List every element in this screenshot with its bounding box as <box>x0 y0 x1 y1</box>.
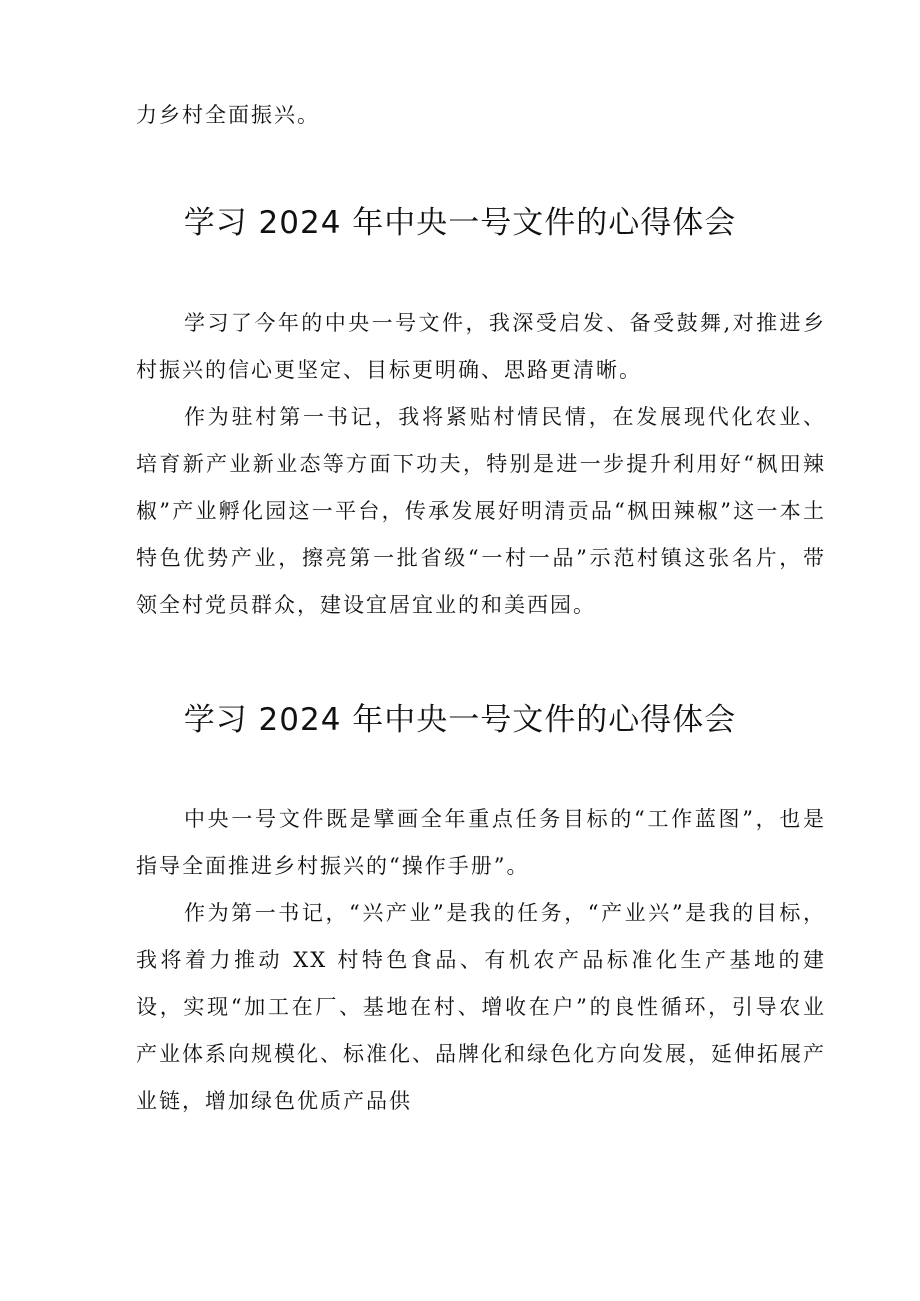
section-1-paragraph-2: 作为驻村第一书记，我将紧贴村情民情，在发展现代化农业、培育新产业新业态等方面下功夫，特别是进一步提升利用好“枫田辣椒”产业孵化园这一平台，传承发展好明清贡品“枫田辣椒”这一本土特色优势产业，擦亮第一批省级“一村一品”示范村镇这张名片，带领全村党员群众，建设宜居宜业的和美西园。 <box>136 405 826 617</box>
section-2-paragraph-2: 作为第一书记，“兴产业”是我的任务，“产业兴”是我的目标，我将着力推动 XX 村特色食品、有机农产品标准化生产基地的建设，实现“加工在厂、基地在村、增收在户”的良性循环，引导农业产业体系向规模化、标准化、品牌化和绿色化方向发展，延伸拓展产业链，增加绿色优质产品供 <box>136 901 826 1113</box>
section-1-title: 学习 2024 年中央一号文件的心得体会 <box>183 205 737 241</box>
intro-tail-text: 力乡村全面振兴。 <box>136 103 320 127</box>
section-2-paragraph-1: 中央一号文件既是擘画全年重点任务目标的“工作蓝图”，也是指导全面推进乡村振兴的“操作手册”。 <box>136 807 826 878</box>
section-1-paragraph-1: 学习了今年的中央一号文件，我深受启发、备受鼓舞,对推进乡村振兴的信心更坚定、目标更明确、思路更清晰。 <box>136 311 826 382</box>
section-2-title: 学习 2024 年中央一号文件的心得体会 <box>183 702 737 738</box>
